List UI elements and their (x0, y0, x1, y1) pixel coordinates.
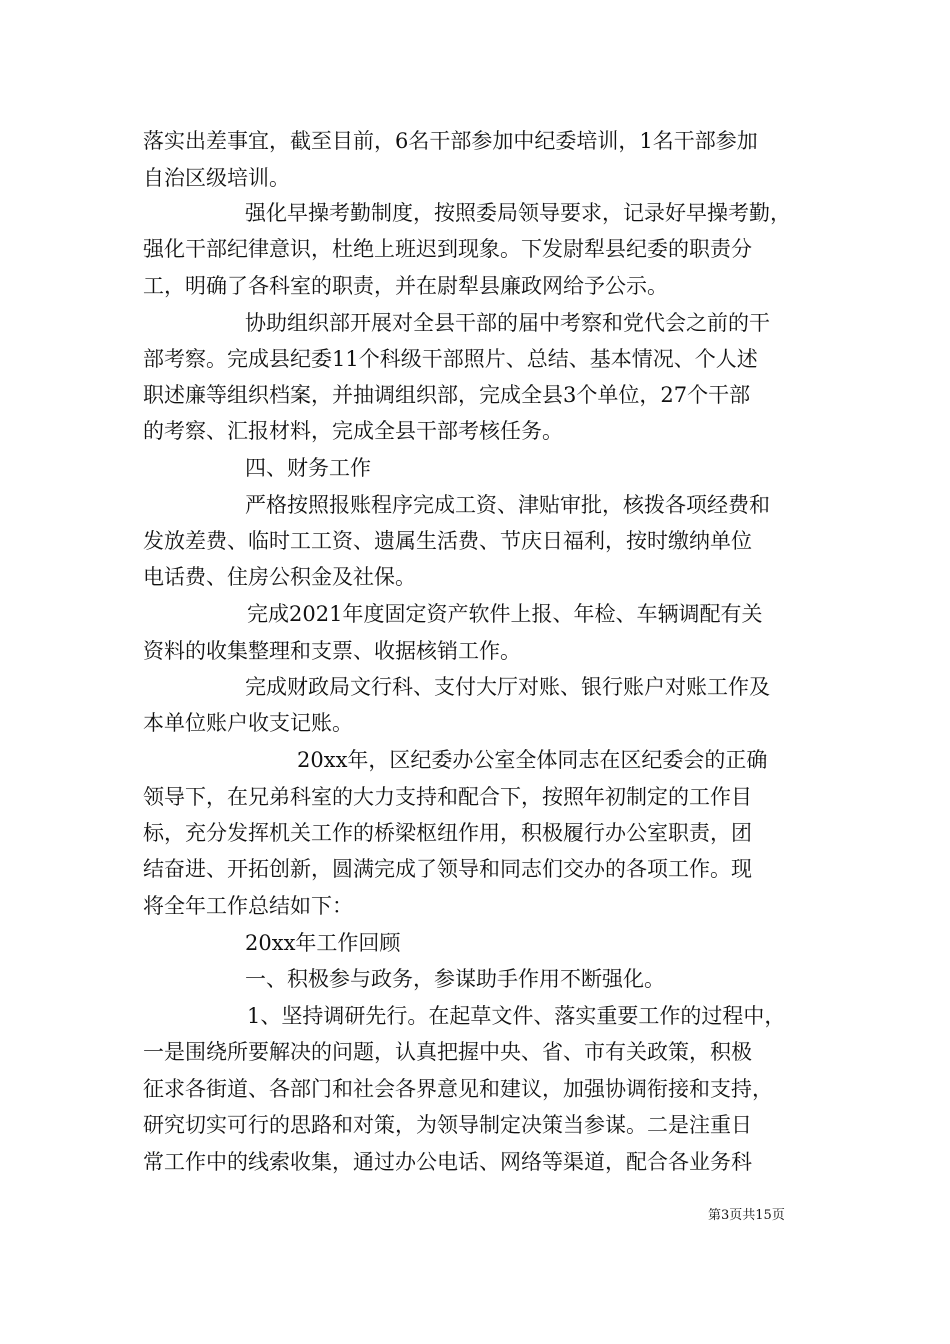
text-line: 将全年工作总结如下： (143, 894, 353, 918)
text-line: 严格按照报账程序完成工资、津贴审批，核拨各项经费和 (245, 493, 770, 517)
text-line: 职述廉等组织档案，并抽调组织部，完成全县3个单位，27个干部 (143, 383, 751, 407)
text-line: 自治区级培训。 (143, 166, 290, 190)
text-line: 电话费、住房公积金及社保。 (143, 565, 416, 589)
text-line: 完成财政局文行科、支付大厅对账、银行账户对账工作及 (245, 675, 770, 699)
text-line: 1、坚持调研先行。在起草文件、落实重要工作的过程中， (247, 1004, 786, 1028)
text-line: 完成2021年度固定资产软件上报、年检、车辆调配有关 (247, 602, 763, 626)
text-line: 领导下，在兄弟科室的大力支持和配合下，按照年初制定的工作目 (143, 785, 752, 809)
section-heading: 四、财务工作 (245, 456, 371, 480)
text-line: 强化干部纪律意识，杜绝上班迟到现象。下发尉犁县纪委的职责分 (143, 237, 752, 261)
text-line: 发放差费、临时工工资、遗属生活费、节庆日福利，按时缴纳单位 (143, 529, 752, 553)
text-line: 20xx年，区纪委办公室全体同志在区纪委会的正确 (297, 748, 768, 772)
text-line: 标，充分发挥机关工作的桥梁枢纽作用，积极履行办公室职责，团 (143, 821, 752, 845)
text-line: 征求各街道、各部门和社会各界意见和建议，加强协调衔接和支持， (143, 1077, 773, 1101)
text-line: 一是围绕所要解决的问题，认真把握中央、省、市有关政策，积极 (143, 1040, 752, 1064)
text-line: 结奋进、开拓创新，圆满完成了领导和同志们交办的各项工作。现 (143, 857, 752, 881)
text-line: 资料的收集整理和支票、收据核销工作。 (143, 639, 521, 663)
text-line: 工，明确了各科室的职责，并在尉犁县廉政网给予公示。 (143, 274, 668, 298)
text-line: 的考察、汇报材料，完成全县干部考核任务。 (143, 419, 563, 443)
text-line: 协助组织部开展对全县干部的届中考察和党代会之前的干 (245, 311, 770, 335)
text-line: 常工作中的线索收集，通过办公电话、网络等渠道，配合各业务科 (143, 1150, 752, 1174)
page-number-footer: 第3页共15页 (708, 1208, 785, 1223)
text-line: 强化早操考勤制度，按照委局领导要求，记录好早操考勤， (245, 201, 791, 225)
text-line: 研究切实可行的思路和对策，为领导制定决策当参谋。二是注重日 (143, 1113, 752, 1137)
text-line: 部考察。完成县纪委11个科级干部照片、总结、基本情况、个人述 (143, 347, 758, 371)
text-line: 落实出差事宜，截至目前，6名干部参加中纪委培训，1名干部参加 (143, 129, 758, 153)
section-heading: 20xx年工作回顾 (245, 931, 401, 955)
section-heading: 一、积极参与政务，参谋助手作用不断强化。 (245, 967, 665, 991)
text-line: 本单位账户收支记账。 (143, 711, 353, 735)
